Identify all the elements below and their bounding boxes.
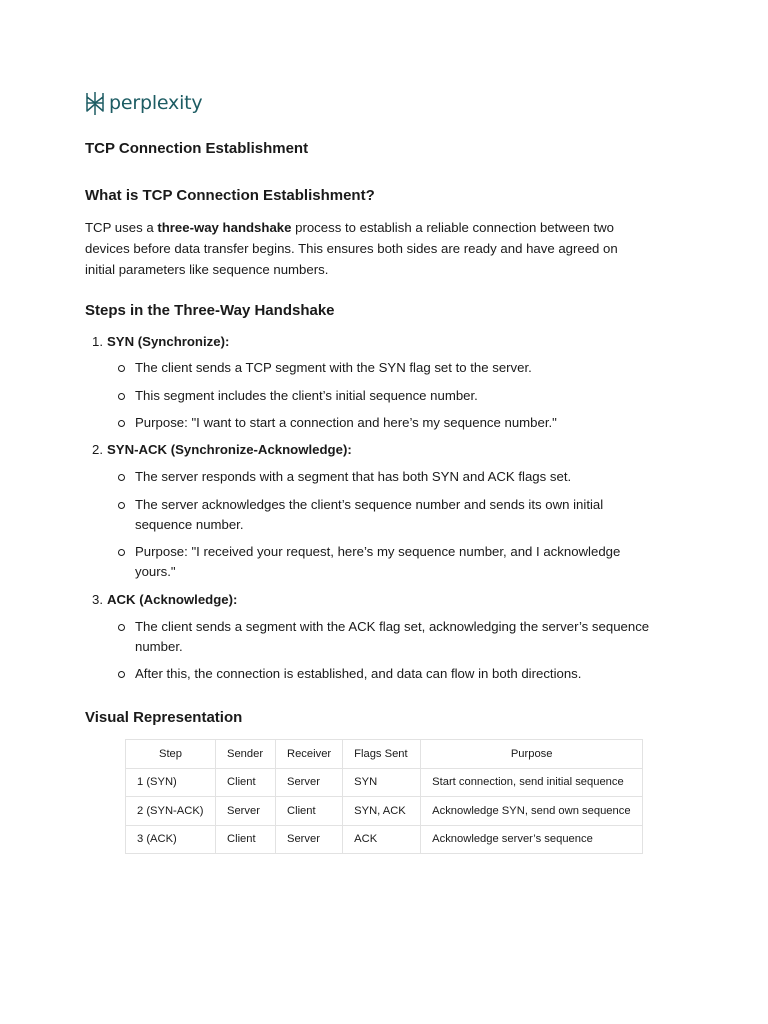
steps-heading: Steps in the Three-Way Handshake <box>85 302 335 319</box>
list-item: After this, the connection is established, and data can flow in both directions. <box>118 664 688 684</box>
intro-emphasis: three-way handshake <box>157 220 292 235</box>
bullet-circle-icon <box>118 474 125 481</box>
column-header: Sender <box>216 740 276 769</box>
visual-heading: Visual Representation <box>85 709 243 726</box>
handshake-table <box>125 739 643 854</box>
bullet-circle-icon <box>118 549 125 556</box>
intro-line-1: TCP uses a three-way handshake process to establish a reliable connection between two <box>85 220 615 235</box>
table-cell: Client <box>276 797 343 826</box>
list-item: The client sends a TCP segment with the SYN flag set to the server. <box>118 358 688 378</box>
table-cell: 1 (SYN) <box>126 768 216 797</box>
table-row <box>126 768 643 797</box>
bullet-circle-icon <box>118 393 125 400</box>
bullet-circle-icon <box>118 502 125 509</box>
table-cell: SYN <box>343 768 421 797</box>
bullet-circle-icon <box>118 624 125 631</box>
table-cell: Server <box>276 768 343 797</box>
perplexity-logo-icon <box>85 91 105 116</box>
table-row <box>126 797 643 826</box>
table-cell: Client <box>216 825 276 854</box>
list-item: The server responds with a segment that has both SYN and ACK flags set. <box>118 467 688 487</box>
table-cell: ACK <box>343 825 421 854</box>
table-cell: Client <box>216 768 276 797</box>
step-2-heading: 2. SYN-ACK (Synchronize-Acknowledge): <box>92 442 352 457</box>
bullet-circle-icon <box>118 365 125 372</box>
table-header-row <box>126 740 643 769</box>
column-header: Purpose <box>421 740 643 769</box>
bullet-circle-icon <box>118 671 125 678</box>
perplexity-logo <box>85 90 202 116</box>
list-item: Purpose: "I received your request, here’s my sequence number, and I acknowledge yours." <box>118 542 688 582</box>
table-cell: Server <box>276 825 343 854</box>
brand-name: perplexity <box>109 92 203 114</box>
table-cell: Start connection, send initial sequence <box>421 768 643 797</box>
list-item: The client sends a segment with the ACK flag set, acknowledging the server’s sequence number. <box>118 617 688 657</box>
intro-paragraph <box>85 217 685 280</box>
step-1-heading: 1. SYN (Synchronize): <box>92 334 230 349</box>
list-item: This segment includes the client’s initial sequence number. <box>118 386 688 406</box>
table-cell: 3 (ACK) <box>126 825 216 854</box>
intro-heading: What is TCP Connection Establishment? <box>85 187 375 204</box>
column-header: Step <box>126 740 216 769</box>
column-header: Receiver <box>276 740 343 769</box>
intro-line-2: devices before data transfer begins. This ensures both sides are ready and have agreed on <box>85 241 618 256</box>
column-header: Flags Sent <box>343 740 421 769</box>
intro-line-3: initial parameters like sequence numbers. <box>85 262 329 277</box>
table-cell: Acknowledge server’s sequence <box>421 825 643 854</box>
table-cell: 2 (SYN-ACK) <box>126 797 216 826</box>
table-cell: SYN, ACK <box>343 797 421 826</box>
table-cell: Server <box>216 797 276 826</box>
table-cell: Acknowledge SYN, send own sequence <box>421 797 643 826</box>
bullet-circle-icon <box>118 420 125 427</box>
list-item: Purpose: "I want to start a connection and here’s my sequence number." <box>118 413 688 433</box>
document-title: TCP Connection Establishment <box>85 140 309 157</box>
list-item: The server acknowledges the client’s sequence number and sends its own initial sequence number. <box>118 495 688 535</box>
table-row <box>126 825 643 854</box>
step-3-heading: 3. ACK (Acknowledge): <box>92 592 238 607</box>
